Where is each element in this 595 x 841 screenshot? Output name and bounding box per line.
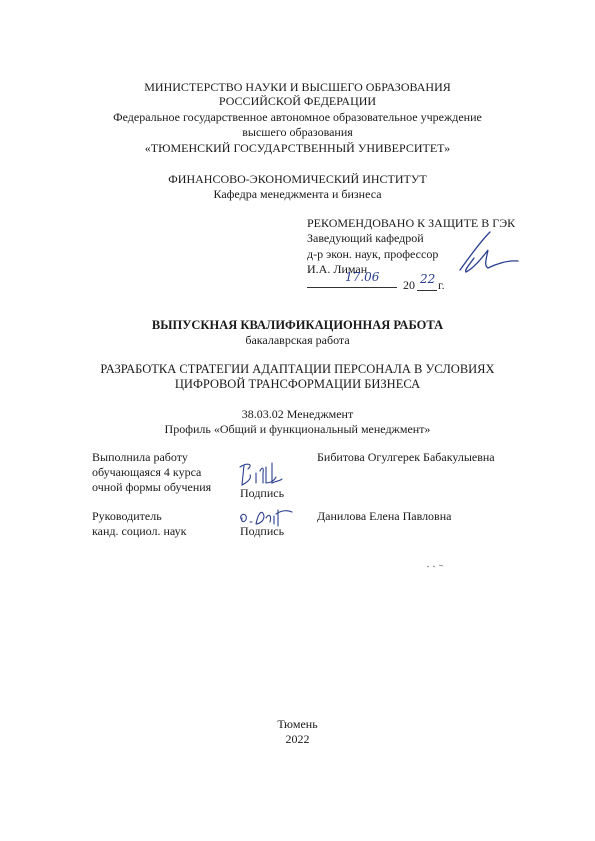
head-of-department-signature — [430, 228, 520, 278]
approval-year-handwritten: 22 — [420, 272, 436, 286]
approval-year-suffix: г. — [438, 278, 445, 292]
institution-line-1: Федеральное государственное автономное образовательное учреждение — [113, 110, 482, 124]
student-signature-caption: Подпись — [240, 486, 285, 500]
work-type: ВЫПУСКНАЯ КВАЛИФИКАЦИОННАЯ РАБОТА — [151, 318, 444, 332]
supervisor-name: Данилова Елена Павловна — [317, 509, 452, 523]
university-name: «ТЮМЕНСКИЙ ГОСУДАРСТВЕННЫЙ УНИВЕРСИТЕТ» — [144, 141, 451, 155]
student-name: Бибитова Огулгерек Бабакулыевна — [317, 450, 495, 464]
approval-date-handwritten: 17.06 — [345, 270, 380, 284]
profile: Профиль «Общий и функциональный менеджмент» — [164, 422, 431, 436]
work-subtype: бакалаврская работа — [245, 333, 350, 347]
city: Тюмень — [277, 717, 318, 731]
year: 2022 — [285, 732, 310, 746]
work-title-line-1: РАЗРАБОТКА СТРАТЕГИИ АДАПТАЦИИ ПЕРСОНАЛА В УСЛОВИЯХ — [100, 362, 495, 376]
work-title-line-2: ЦИФРОВОЙ ТРАНСФОРМАЦИИ БИЗНЕСА — [174, 377, 421, 391]
stray-pen-mark — [425, 562, 449, 570]
student-label-3: очной формы обучения — [92, 480, 212, 494]
supervisor-label-1: Руководитель — [92, 509, 162, 523]
supervisor-label-2: канд. социол. наук — [92, 524, 187, 538]
supervisor-signature-caption: Подпись — [240, 524, 285, 538]
ministry-line-2: РОССИЙСКОЙ ФЕДЕРАЦИИ — [218, 94, 377, 108]
student-label-1: Выполнила работу — [92, 450, 188, 464]
specialty-code: 38.03.02 Менеджмент — [241, 407, 354, 421]
approval-role: Заведующий кафедрой — [307, 231, 424, 245]
approval-title: РЕКОМЕНДОВАНО К ЗАЩИТЕ В ГЭК — [307, 216, 516, 230]
approval-name: И.А. Лиман — [307, 262, 368, 276]
approval-degree: д-р экон. наук, профессор — [307, 247, 439, 261]
ministry-line-1: МИНИСТЕРСТВО НАУКИ И ВЫСШЕГО ОБРАЗОВАНИЯ — [144, 80, 451, 94]
institute-name: ФИНАНСОВО-ЭКОНОМИЧЕСКИЙ ИНСТИТУТ — [168, 172, 427, 186]
approval-year-prefix: 20 — [403, 278, 415, 292]
institution-line-2: высшего образования — [242, 125, 353, 139]
student-label-2: обучающаяся 4 курса — [92, 465, 202, 479]
department-name: Кафедра менеджмента и бизнеса — [213, 187, 382, 201]
